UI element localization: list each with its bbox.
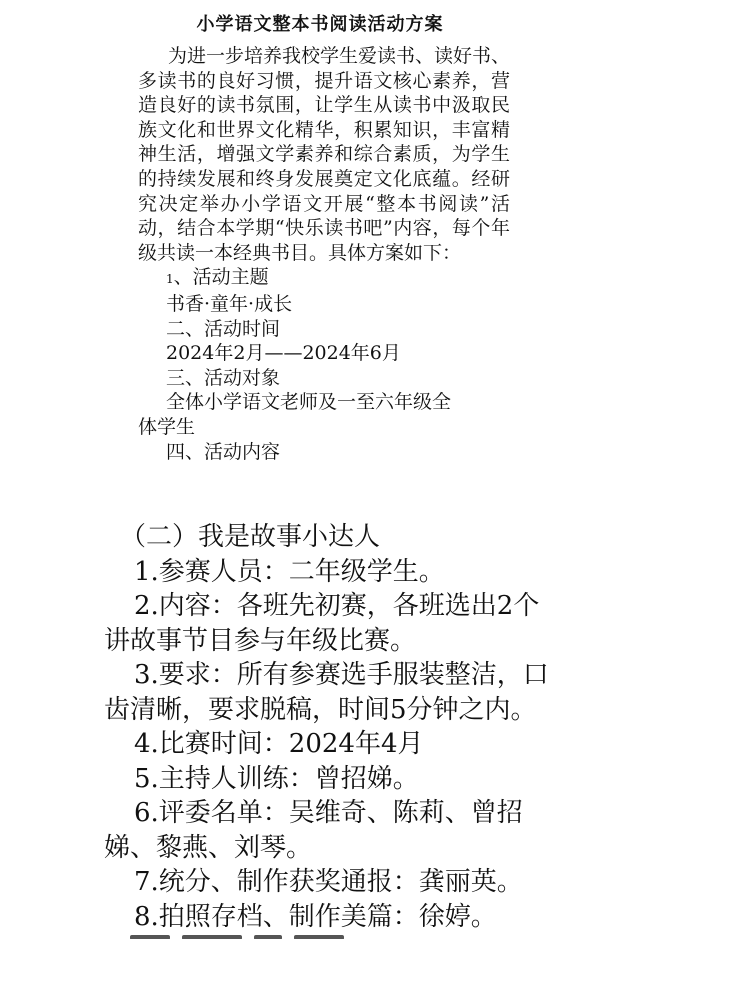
cropped-text-fragment-bottom bbox=[130, 925, 430, 939]
story-item-3-line1: 3.要求：所有参赛选手服装整洁，口 bbox=[134, 660, 549, 690]
section-1-heading bbox=[138, 265, 510, 292]
story-heading: （二）我是故事小达人 bbox=[120, 522, 381, 552]
story-item-7: 7.统分、制作获奖通报：龚丽英。 bbox=[134, 867, 523, 897]
story-item-2-line2: 讲故事节目参与年级比赛。 bbox=[104, 625, 417, 656]
story-section bbox=[104, 520, 604, 934]
section-3-body-line1: 全体小学语文老师及一至六年级全 bbox=[166, 391, 452, 414]
section-1-heading-text: 、活动主题 bbox=[173, 266, 269, 289]
section-1-body: 书香·童年·成长 bbox=[166, 292, 293, 315]
story-item-2-line1: 2.内容：各班先初赛，各班选出2个 bbox=[134, 591, 540, 621]
cropped-text-fragment bbox=[170, 509, 530, 519]
story-item-5: 5.主持人训练：曾招娣。 bbox=[134, 763, 419, 794]
story-item-8: 8.拍照存档、制作美篇：徐婷。 bbox=[134, 901, 497, 932]
section-3-body-line2: 体学生 bbox=[138, 415, 196, 438]
plan-section bbox=[138, 44, 510, 464]
intro-paragraph: 为进一步培养我校学生爱读书、读好书、多读书的良好习惯，提升语文核心素养，营造良好的读书氛围，让学生从读书中汲取民族文化和世界文化精华，积累知识，丰富精神生活，增强文学素养和综合素质，为学生的持续发展和终身发展奠定文化底蕴。经研究决定举办小学语文开展“整本书阅读”活动，结合本学期“快乐读书吧”内容，每个年级共读一本经典书目。具体方案如下： bbox=[138, 45, 511, 264]
story-item-3-line2: 齿清晰，要求脱稿，时间5分钟之内。 bbox=[104, 694, 537, 725]
story-item-6-line2: 娣、黎燕、刘琴。 bbox=[104, 832, 313, 863]
section-3-heading: 三、活动对象 bbox=[166, 366, 281, 389]
story-item-4: 4.比赛时间：2024年4月 bbox=[134, 729, 424, 759]
section-4-heading: 四、活动内容 bbox=[166, 440, 281, 463]
story-item-1: 1.参赛人员：二年级学生。 bbox=[134, 556, 445, 587]
story-item-6-line1: 6.评委名单：吴维奇、陈莉、曾招 bbox=[134, 798, 523, 828]
section-2-heading: 二、活动时间 bbox=[166, 317, 281, 340]
section-2-body: 2024年2月——2024年6月 bbox=[166, 342, 401, 365]
document-title: 小学语文整本书阅读活动方案 bbox=[196, 14, 444, 35]
section-1-number: 1 bbox=[166, 272, 174, 287]
